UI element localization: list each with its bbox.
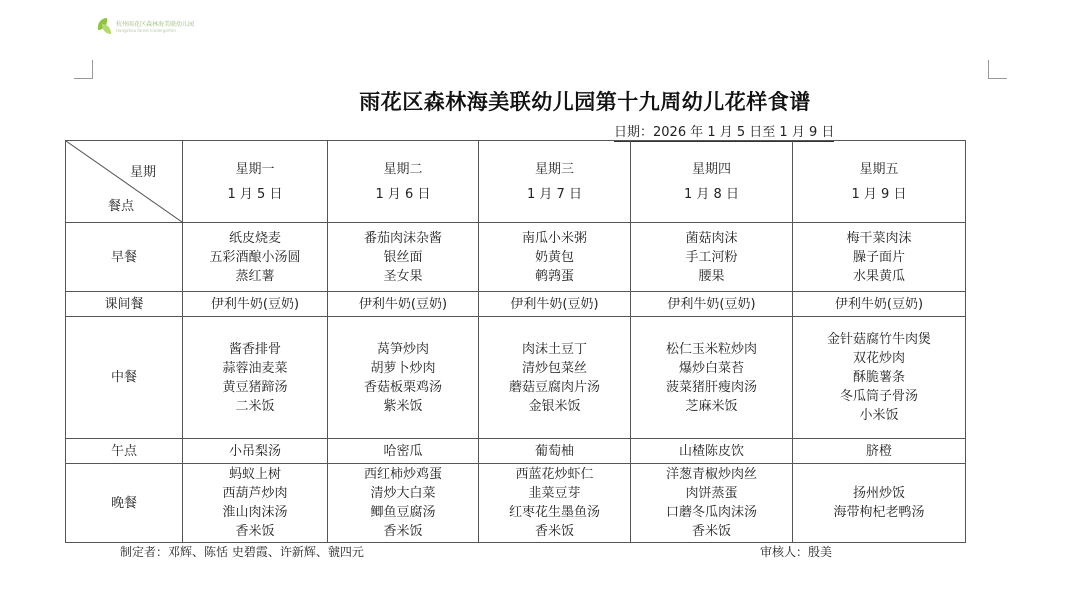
logo-subtext: Hangzhou forest kindergarten: [116, 28, 176, 33]
meal-label: 晚餐: [110, 495, 137, 511]
dish-item: 扬州炒饭: [852, 486, 905, 501]
dish-item: 蒜蓉油麦菜: [222, 360, 288, 376]
dish-item: 哈密瓜: [383, 443, 423, 459]
menu-cell: [631, 317, 793, 439]
page-corner-mark-right: [988, 60, 1007, 79]
dish-item: 黄豆猪蹄汤: [222, 379, 288, 395]
menu-cell: [328, 464, 479, 543]
menu-cell: [328, 223, 479, 292]
meal-row-dinner: [66, 464, 966, 543]
dish-item: 海带枸杞老鸭汤: [833, 505, 925, 520]
meal-label-cell: [66, 464, 183, 543]
weekly-menu-table: [65, 140, 966, 543]
dish-item: 五彩酒酿小汤圆: [209, 249, 301, 265]
dish-item: 韭菜豆芽: [528, 486, 581, 501]
meal-label: 早餐: [110, 249, 137, 265]
dish-item: 梅干菜肉沫: [846, 230, 912, 246]
dish-item: 西葫芦炒肉: [222, 486, 288, 501]
menu-makers: 制定者：邓辉、陈恬 史碧霞、许新辉、虢四元: [120, 545, 364, 559]
menu-cell: [328, 317, 479, 439]
dish-item: 奶黄包: [534, 249, 574, 265]
menu-cell: [479, 223, 631, 292]
dish-item: 伊利牛奶(豆奶): [667, 296, 756, 312]
menu-cell: [631, 292, 793, 317]
meal-row-breakfast: [66, 223, 966, 292]
dish-item: 手工河粉: [685, 249, 738, 265]
menu-cell: [793, 292, 966, 317]
dish-item: 伊利牛奶(豆奶): [834, 296, 924, 312]
dish-item: 芝麻米饭: [685, 398, 738, 414]
meal-row-lunch: [66, 317, 966, 439]
dish-item: 蚂蚁上树: [228, 467, 281, 482]
dish-item: 鹌鹑蛋: [534, 268, 574, 284]
page-corner-mark-left: [74, 60, 93, 79]
table-corner-cell: [66, 141, 183, 223]
kindergarten-logo: [96, 17, 194, 37]
meal-label-cell: [66, 223, 183, 292]
date-range-text: 日期：2026 年 1 月 5 日至 1 月 9 日: [614, 125, 835, 140]
dish-item: 山楂陈皮饮: [678, 443, 744, 459]
day-header-mon: 星期一 1 月 5 日: [183, 141, 328, 223]
dish-item: 水果黄瓜: [852, 268, 905, 284]
meal-row-afternoon-snack: [66, 439, 966, 464]
dish-item: 银丝面: [383, 249, 423, 265]
dish-item: 紫米饭: [383, 398, 423, 414]
meal-label: 午点: [110, 443, 137, 459]
dish-item: 莴笋炒肉: [376, 341, 429, 357]
menu-cell: [183, 439, 328, 464]
dish-item: 纸皮烧麦: [228, 230, 281, 246]
dish-item: 小吊梨汤: [228, 443, 281, 459]
dish-item: 肉沫土豆丁: [521, 341, 587, 357]
dish-item: 松仁玉米粒炒肉: [665, 341, 757, 357]
dish-item: 香米饭: [691, 524, 731, 539]
day-header-tue: 星期二 1 月 6 日: [328, 141, 479, 223]
dish-item: 洋葱青椒炒肉丝: [665, 467, 757, 482]
meal-row-snack: [66, 292, 966, 317]
dish-item: 香米饭: [235, 524, 275, 539]
day-header-thu: 星期四 1 月 8 日: [631, 141, 793, 223]
document-title: 雨花区森林海美联幼儿园第十九周幼儿花样食谱: [359, 90, 811, 114]
menu-cell: [183, 464, 328, 543]
date-range: [614, 121, 834, 140]
dish-item: 冬瓜筒子骨汤: [839, 389, 918, 404]
dish-item: 西蓝花炒虾仁: [515, 467, 594, 482]
dish-item: 肉饼蒸蛋: [685, 486, 738, 501]
dish-item: 腰果: [698, 268, 725, 284]
meal-label-cell: [66, 292, 183, 317]
dish-item: 小米饭: [859, 408, 899, 423]
dish-item: 酱香排骨: [228, 341, 281, 357]
menu-cell: [631, 464, 793, 543]
menu-cell: [793, 464, 966, 543]
corner-meal-label: 餐点: [108, 199, 135, 214]
menu-cell: [183, 292, 328, 317]
dish-item: 爆炒白菜苔: [678, 360, 744, 376]
dish-item: 二米饭: [235, 398, 275, 414]
day-header-wed: 星期三 1 月 7 日: [479, 141, 631, 223]
menu-cell: [328, 292, 479, 317]
menu-cell: [793, 439, 966, 464]
menu-cell: [793, 223, 966, 292]
dish-item: 红枣花生墨鱼汤: [508, 505, 600, 520]
dish-item: 伊利牛奶(豆奶): [510, 296, 599, 312]
leaf-logo-icon: [96, 18, 112, 36]
dish-item: 臊子面片: [852, 249, 905, 265]
menu-cell: [631, 223, 793, 292]
dish-item: 菌菇肉沫: [685, 230, 738, 246]
dish-item: 伊利牛奶(豆奶): [210, 296, 300, 312]
dish-item: 蘑菇豆腐肉片汤: [508, 379, 600, 395]
dish-item: 金针菇腐竹牛肉煲: [826, 332, 931, 347]
dish-item: 胡萝卜炒肉: [370, 360, 436, 376]
menu-cell: [631, 439, 793, 464]
meal-label-cell: [66, 439, 183, 464]
dish-item: 蒸红薯: [235, 268, 275, 284]
meal-label: 课间餐: [104, 296, 144, 312]
menu-cell: [479, 292, 631, 317]
dish-item: 香米饭: [383, 524, 423, 539]
table-header-row: [66, 141, 966, 223]
dish-item: 淮山肉沫汤: [222, 505, 288, 520]
dish-item: 香菇板栗鸡汤: [363, 379, 442, 395]
menu-reviewer: 审核人：殷美: [760, 545, 833, 559]
menu-cell: [479, 317, 631, 439]
dish-item: 圣女果: [383, 268, 423, 284]
menu-cell: [328, 439, 479, 464]
dish-item: 清炒大白菜: [370, 486, 436, 501]
dish-item: 南瓜小米粥: [521, 230, 587, 246]
dish-item: 双花炒肉: [852, 351, 905, 366]
menu-cell: [793, 317, 966, 439]
dish-item: 伊利牛奶(豆奶): [358, 296, 448, 312]
corner-week-label: 星期: [129, 165, 156, 180]
dish-item: 脐橙: [865, 443, 892, 459]
dish-item: 香米饭: [534, 524, 574, 539]
dish-item: 西红柿炒鸡蛋: [363, 467, 442, 482]
dish-item: 金银米饭: [528, 398, 581, 414]
day-header-fri: 星期五 1 月 9 日: [793, 141, 966, 223]
dish-item: 菠菜猪肝瘦肉汤: [665, 379, 757, 395]
dish-item: 葡萄柚: [534, 443, 574, 459]
dish-item: 口蘑冬瓜肉沫汤: [665, 505, 757, 520]
menu-cell: [183, 317, 328, 439]
meal-label: 中餐: [110, 370, 137, 385]
menu-cell: [479, 464, 631, 543]
dish-item: 番茄肉沫杂酱: [363, 230, 442, 246]
menu-cell: [479, 439, 631, 464]
dish-item: 鲫鱼豆腐汤: [370, 505, 436, 520]
menu-cell: [183, 223, 328, 292]
dish-item: 酥脆薯条: [852, 370, 905, 385]
meal-label-cell: [66, 317, 183, 439]
logo-text: 杭州雨花区森林海美联幼儿园: [116, 21, 195, 28]
dish-item: 清炒包菜丝: [521, 360, 587, 376]
